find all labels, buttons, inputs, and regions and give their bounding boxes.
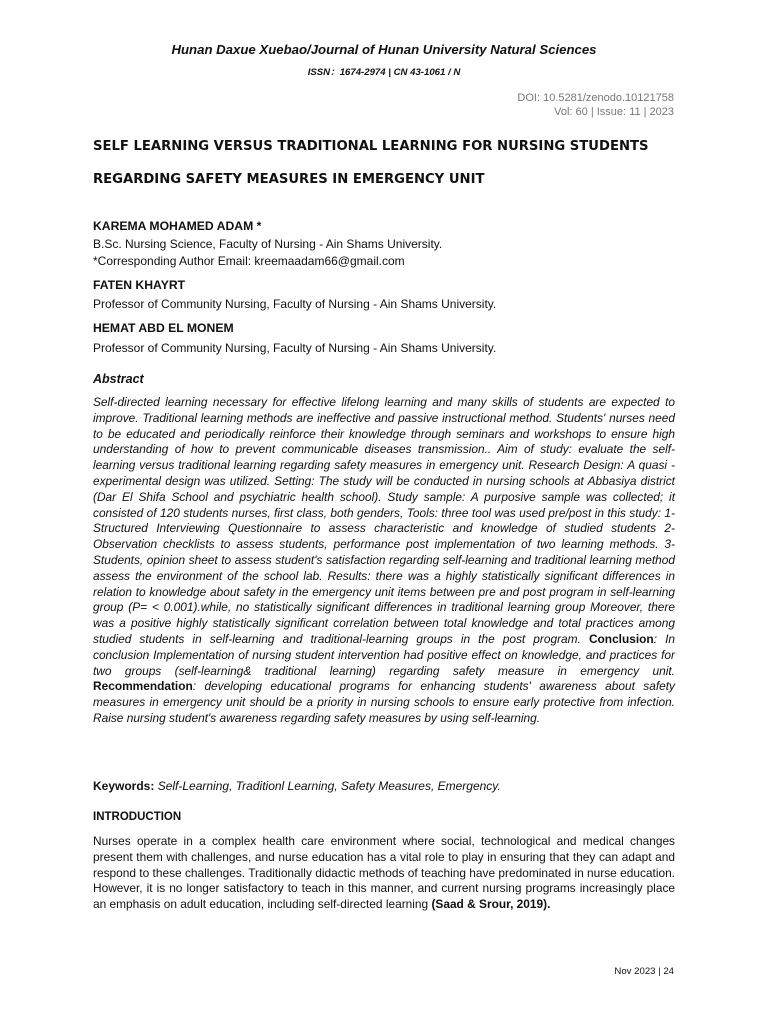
introduction-body xyxy=(93,834,675,913)
author-name: FATEN KHAYRT xyxy=(93,278,186,292)
recommendation-label: Recommendation xyxy=(93,679,193,694)
conclusion-text: : In conclusion Implementation of nursing student intervention had positive effect on knowledge, and practices for two groups (self-learning& traditional learning) regarding safety measure in emergency unit. xyxy=(93,631,675,678)
abstract-text: Self-directed learning necessary for effective lifelong learning and many skills of students are expected to improve. Traditional learning methods are ineffective and passive instructional method. Students' nurses need to be educated and periodically reinforce their knowledge through seminars and workshops to ensure high understanding of how to prevent communicable diseases transmission.. Aim of study: evaluate the self-learning versus traditional learning regarding safety measures in emergency unit. Research Design: A quasi -experimental design was utilized. Setting: The study will be conducted in nursing schools at Abbasiya district (Dar El Shifa School and psychiatric health school). Study sample: A purposive sample was collected; it consisted of 120 students nurses, first class, both genders, Tools: three tool was used pre/post in this study: 1- Structured Interviewing Questionnaire to assess characteristic and knowledge of studied students 2- Observation checklists to assess students, performance post implementation of two learning methods. 3- Students, opinion sheet to assess student's satisfaction regarding self-learning and traditional learning method assess the environment of the school lab. Results: there was a highly statistically significant differences in relation to knowledge about safety in the emergency unit items between pre and post program in self-learning group (P= < 0.001).while, no statistically significant differences in traditional learning group Moreover, there was a positive highly statistically significant correlation between total knowledge and total practices among studied students in self-learning and traditional-learning groups in the post program. xyxy=(93,395,675,646)
keywords-line xyxy=(93,779,675,793)
author-affiliation: Professor of Community Nursing, Faculty of Nursing - Ain Shams University. xyxy=(93,341,497,355)
author-block-2 xyxy=(93,277,675,312)
doi-link[interactable]: DOI: 10.5281/zenodo.10121758 xyxy=(517,92,674,104)
keywords-text: Self-Learning, Traditionl Learning, Safety Measures, Emergency. xyxy=(154,779,501,793)
abstract-body xyxy=(93,395,675,727)
author-name: KAREMA MOHAMED ADAM * xyxy=(93,219,262,233)
author-affiliation: Professor of Community Nursing, Faculty of Nursing - Ain Shams University. xyxy=(93,297,497,311)
author-block-1 xyxy=(93,218,675,269)
introduction-heading: INTRODUCTION xyxy=(93,811,182,823)
conclusion-label: Conclusion xyxy=(588,631,654,646)
paper-title-line-1: SELF LEARNING VERSUS TRADITIONAL LEARNING FOR NURSING STUDENTS xyxy=(93,139,649,154)
paper-title-line-2: REGARDING SAFETY MEASURES IN EMERGENCY UNIT xyxy=(93,172,485,187)
introduction-citation: (Saad & Srour, 2019). xyxy=(431,897,551,912)
author-name: HEMAT ABD EL MONEM xyxy=(93,321,234,335)
issn-line: ISSN：1674-2974 | CN 43-1061 / N xyxy=(307,67,461,78)
journal-name: Hunan Daxue Xuebao/Journal of Hunan University Natural Sciences xyxy=(171,42,597,57)
author-affiliation: B.Sc. Nursing Science, Faculty of Nursing - Ain Shams University. xyxy=(93,237,443,251)
keywords-label: Keywords: xyxy=(93,779,155,793)
page-footer: Nov 2023 | 24 xyxy=(614,966,674,977)
author-block-3 xyxy=(93,320,675,356)
recommendation-text: : developing educational programs for enhancing students' awareness about safety measures in emergency unit should be a priority in nursing schools to ensure early protective from infection. Raise nursing student's awareness regarding safety measures by using self-learning. xyxy=(93,679,675,725)
abstract-heading: Abstract xyxy=(93,372,144,386)
introduction-text: Nurses operate in a complex health care environment where social, technological and medical changes present them with challenges, and nurse education has a vital role to play in ensuring that they can adapt and respond to these challenges. Traditionally didactic methods of teaching have predominated in nurse education. However, it is no longer satisfactory to teach in this manner, and current nursing programs increasingly place an emphasis on adult education, including self-directed learning xyxy=(93,834,675,912)
author-email[interactable]: *Corresponding Author Email: kreemaadam66@gmail.com xyxy=(93,254,405,268)
volume-info: Vol: 60 | Issue: 11 | 2023 xyxy=(554,106,674,118)
